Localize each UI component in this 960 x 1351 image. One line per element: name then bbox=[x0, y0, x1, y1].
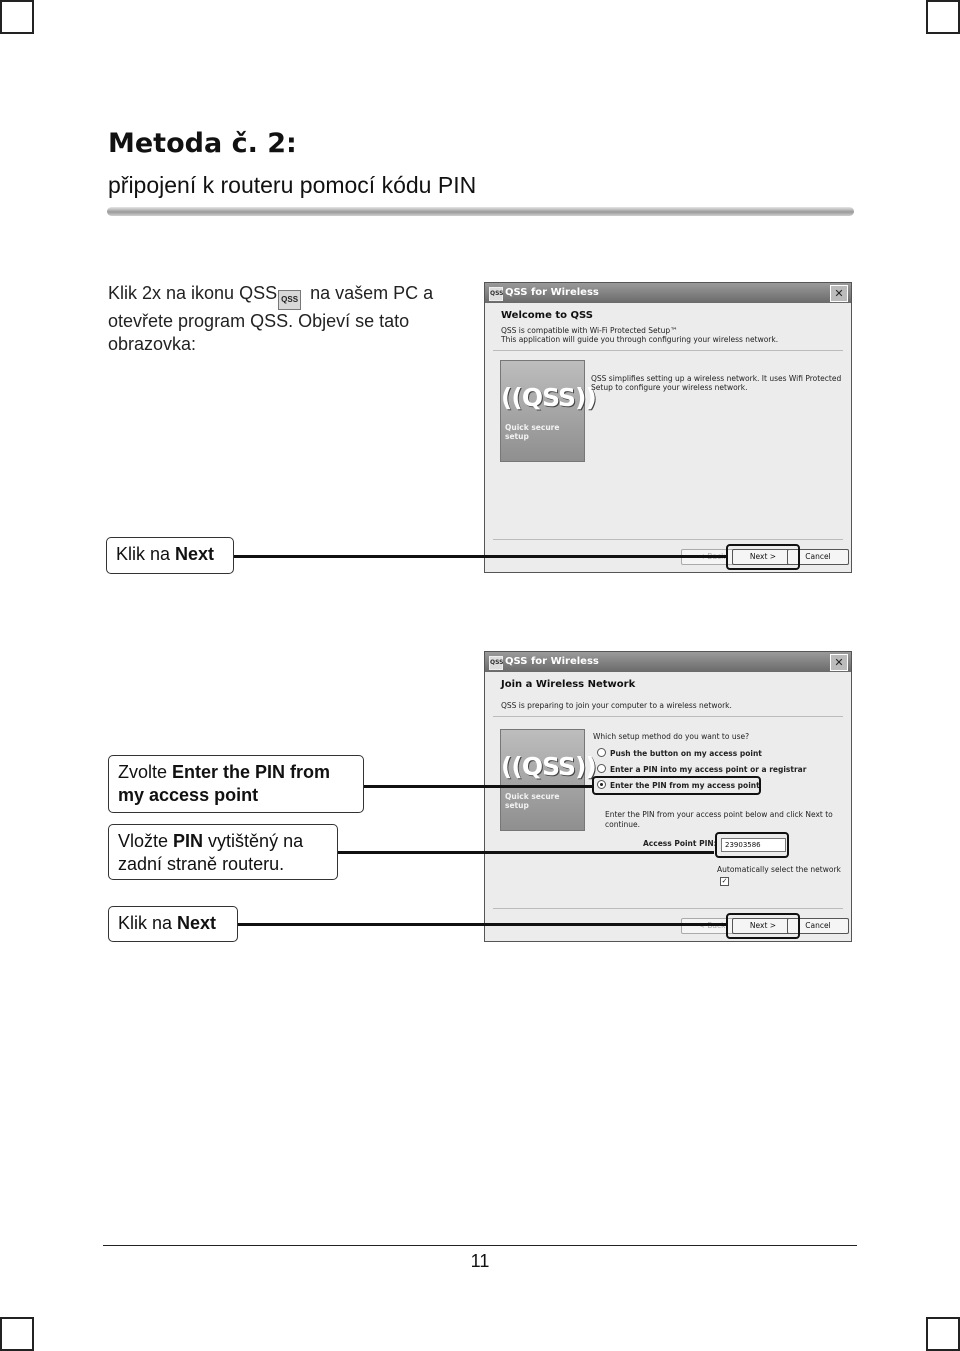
next-button[interactable]: Next > bbox=[732, 549, 794, 565]
intro-text bbox=[108, 282, 468, 356]
pin-label: Access Point PIN: bbox=[643, 839, 717, 848]
body-text-2: Setup to configure your wireless network. bbox=[591, 383, 748, 392]
close-icon[interactable]: ✕ bbox=[830, 285, 848, 302]
section-heading: Metoda č. 2: bbox=[108, 128, 297, 159]
intro-part2: na vašem PC a otevřete program QSS. Objeví se tato obrazovka: bbox=[108, 283, 434, 354]
setup-question: Which setup method do you want to use? bbox=[593, 732, 750, 741]
qss-logo-text: ((QSS)) bbox=[501, 752, 596, 781]
pin-instruction: Enter the PIN from your access point below and click Next to continue. bbox=[605, 810, 833, 829]
window-title: QSS for Wireless bbox=[505, 656, 599, 667]
option-label: Push the button on my access point bbox=[610, 749, 762, 758]
auto-select-checkbox[interactable]: ✓ bbox=[721, 877, 728, 885]
pin-highlight bbox=[715, 832, 789, 858]
section-subheading: připojení k routeru pomocí kódu PIN bbox=[108, 172, 477, 198]
window-titlebar bbox=[485, 283, 851, 303]
option-label: Enter the PIN from my access point bbox=[610, 781, 760, 790]
option-enter-pin-registrar[interactable] bbox=[597, 764, 806, 775]
qss-window-join bbox=[484, 651, 852, 942]
pointer-line bbox=[238, 923, 727, 926]
divider bbox=[493, 716, 843, 717]
window-title: QSS for Wireless bbox=[505, 287, 599, 298]
qss-logo-caption: Quick secure setup bbox=[505, 792, 560, 810]
divider bbox=[493, 350, 843, 351]
pointer-line bbox=[364, 785, 592, 788]
qss-app-icon: QSS bbox=[489, 287, 503, 301]
cancel-button[interactable]: Cancel bbox=[787, 549, 849, 565]
qss-shortcut-icon: QSS bbox=[278, 290, 301, 310]
qss-app-icon: QSS bbox=[489, 656, 503, 670]
option-highlight bbox=[592, 776, 761, 795]
pointer-line bbox=[234, 555, 727, 558]
auto-select-network[interactable] bbox=[717, 865, 851, 886]
divider bbox=[493, 908, 843, 909]
callout-text: Klik na bbox=[118, 913, 178, 933]
callout-choose-option bbox=[108, 755, 364, 813]
wizard-desc-2: This application will guide you through configuring your wireless network. bbox=[501, 335, 779, 344]
callout-enter-pin bbox=[108, 824, 338, 880]
next-button[interactable]: Next > bbox=[732, 918, 794, 934]
radio-button[interactable] bbox=[597, 764, 606, 773]
callout-click-next-1 bbox=[106, 537, 234, 574]
footer-rule bbox=[103, 1245, 857, 1246]
cancel-button[interactable]: Cancel bbox=[787, 918, 849, 934]
callout-bold: Next bbox=[177, 913, 217, 933]
option-push-button[interactable] bbox=[597, 748, 762, 759]
crop-mark-bottom-left bbox=[0, 1317, 34, 1351]
wizard-desc-1: QSS is compatible with Wi-Fi Protected Setup™ bbox=[501, 326, 678, 335]
page-number: 11 bbox=[470, 1251, 490, 1271]
qss-window-welcome bbox=[484, 282, 852, 573]
body-text-1: QSS simplifies setting up a wireless network. It uses Wifi Protected bbox=[591, 374, 842, 383]
heading-rule bbox=[107, 207, 854, 216]
callout-text: Zvolte bbox=[118, 762, 173, 782]
close-icon[interactable]: ✕ bbox=[830, 654, 848, 671]
qss-logo-caption: Quick secure setup bbox=[505, 423, 560, 441]
radio-button[interactable] bbox=[597, 748, 606, 757]
callout-bold: Next bbox=[175, 544, 215, 564]
crop-mark-bottom-right bbox=[926, 1317, 960, 1351]
divider bbox=[493, 539, 843, 540]
callout-click-next-2 bbox=[108, 906, 238, 942]
qss-logo bbox=[500, 729, 596, 831]
window-titlebar bbox=[485, 652, 851, 672]
intro-part1: Klik 2x na ikonu QSS bbox=[108, 283, 278, 303]
pointer-line bbox=[338, 851, 714, 854]
callout-bold: Enter the PIN from my access point bbox=[118, 762, 331, 805]
callout-bold: PIN bbox=[173, 831, 204, 851]
auto-select-label: Automatically select the network bbox=[717, 865, 841, 874]
crop-mark-top-right bbox=[926, 0, 960, 34]
qss-logo-text: ((QSS)) bbox=[501, 383, 596, 412]
next-highlight bbox=[726, 913, 800, 939]
option-label: Enter a PIN into my access point or a registrar bbox=[610, 765, 807, 774]
callout-text: Vložte bbox=[118, 831, 174, 851]
wizard-desc: QSS is preparing to join your computer to a wireless network. bbox=[501, 701, 732, 710]
access-point-pin-input[interactable]: 23903586 bbox=[721, 838, 786, 852]
callout-text: Klik na bbox=[116, 544, 176, 564]
wizard-heading: Join a Wireless Network bbox=[501, 679, 636, 690]
callout-text: vytištěný na zadní straně routeru. bbox=[118, 831, 304, 874]
wizard-heading: Welcome to QSS bbox=[501, 310, 593, 321]
qss-logo bbox=[500, 360, 596, 462]
crop-mark-top-left bbox=[0, 0, 34, 34]
next-highlight bbox=[726, 544, 800, 570]
